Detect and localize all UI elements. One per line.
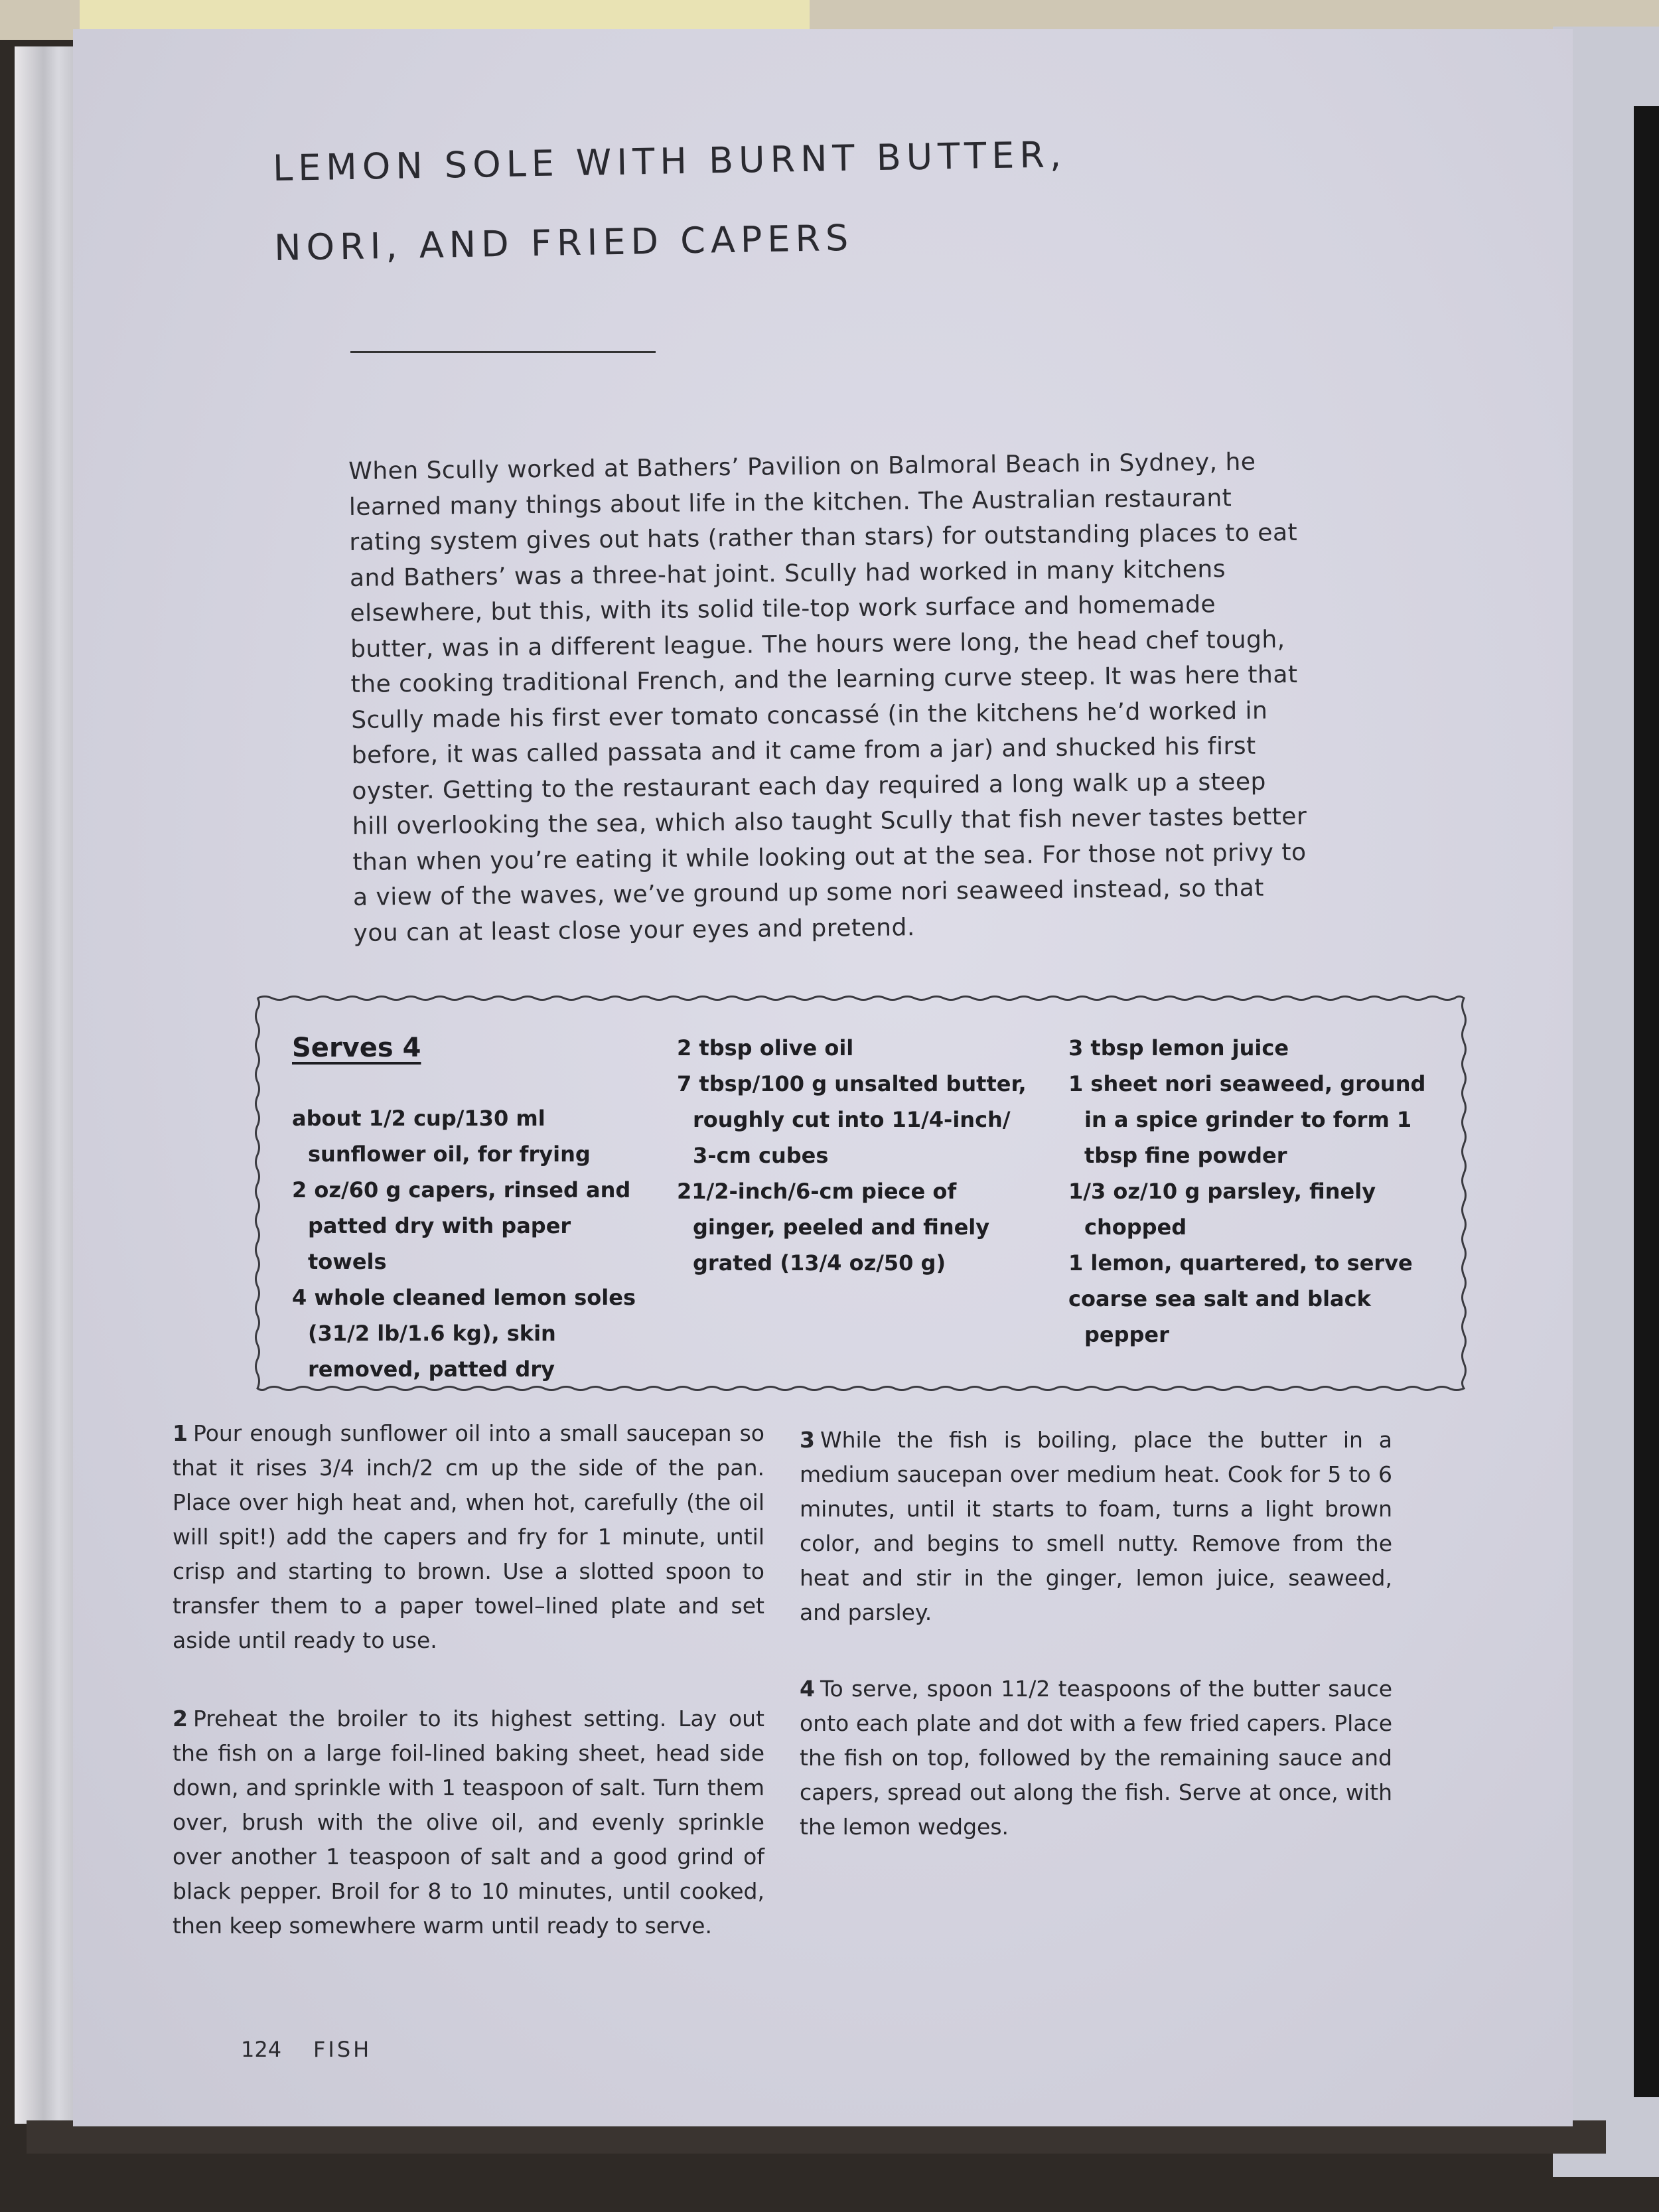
step-text: While the fish is boiling, place the butter in a medium saucepan over medium heat. Cook for 5 to 6 minutes, until it starts to foam, turns a light brown color, and begins to smell nutty. Remove from the heat and stir in the ginger, lemon juice, seaweed, and parsley. [800, 1427, 1392, 1625]
ingredient-item: about 1/2 cup/130 ml sunflower oil, for frying [292, 1106, 591, 1167]
ingredient-item: 21/2-inch/6-cm piece of ginger, peeled and finely grated (13/4 oz/50 g) [677, 1179, 990, 1276]
recipe-title [272, 109, 1403, 288]
step-number: 3 [800, 1427, 815, 1453]
title-divider [350, 351, 656, 353]
ingredient-item: 2 oz/60 g capers, rinsed and patted dry with paper towels [292, 1177, 631, 1274]
page-number: 124 [241, 2037, 282, 2062]
ingredient-item: 4 whole cleaned lemon soles (31/2 lb/1.6 kg), skin removed, patted dry [292, 1285, 636, 1382]
ingredient-item: 2 tbsp olive oil [677, 1035, 854, 1061]
ingredient-item: 3 tbsp lemon juice [1068, 1035, 1289, 1061]
ingredient-item: 1 sheet nori seaweed, ground in a spice grinder to form 1 tbsp fine powder [1068, 1071, 1426, 1168]
background-card [80, 0, 810, 32]
serves-heading: Serves 4 [292, 1033, 421, 1063]
step-number: 2 [173, 1706, 188, 1732]
method-step-1 [173, 1416, 764, 1658]
section-name: FISH [313, 2037, 372, 2062]
ingredients-box [252, 993, 1469, 1394]
book-page [73, 29, 1573, 2126]
recipe-title-line-1: LEMON SOLE WITH BURNT BUTTER, [272, 133, 1067, 189]
ingredient-item: coarse sea salt and black pepper [1068, 1286, 1371, 1347]
ingredients-column-1 [292, 1030, 637, 1387]
method-step-4 [800, 1672, 1392, 1844]
facing-page-shadow [1634, 106, 1659, 2097]
method-step-2 [173, 1702, 764, 1943]
ingredient-item: 1/3 oz/10 g parsley, finely chopped [1068, 1179, 1376, 1240]
ingredient-item: 7 tbsp/100 g unsalted butter, roughly cut into 11/4-inch/ 3-cm cubes [677, 1071, 1027, 1168]
method-step-3 [800, 1423, 1392, 1630]
recipe-intro: When Scully worked at Bathers’ Pavilion on Balmoral Beach in Sydney, he learned many things about life in the kitchen. The Australian restaurant rating system gives out hats (rather than stars) for outstanding places to eat and Bathers’ was a three-hat joint. Scully had worked in many kitchens elsewhere, but this, with its solid tile-top work surface and homemade butter, was in a different league. The hours were long, the head chef tough, the cooking traditional French, and the learning curve steep. It was here that Scully made his first ever tomato concassé (in the kitchens he’d worked in before, it was called passata and it came from a jar) and shucked his first oyster. Getting to the restaurant each day required a long walk up a steep hill overlooking the sea, which also taught Scully that fish never tastes better than when you’re eating it while looking out at the sea. For those not privy to a view of the waves, we’ve ground up some nori seaweed instead, so that you can at least close your eyes and pretend. [348, 448, 1307, 947]
ingredients-column-2 [677, 1030, 1035, 1281]
step-text: Preheat the broiler to its highest setting. Lay out the fish on a large foil-lined baking sheet, head side down, and sprinkle with 1 teaspoon of salt. Turn them over, brush with the olive oil, and evenly sprinkle over another 1 teaspoon of salt and a good grind of black pepper. Broil for 8 to 10 minutes, until cooked, then keep somewhere warm until ready to serve. [173, 1706, 764, 1939]
step-text: Pour enough sunflower oil into a small saucepan so that it rises 3/4 inch/2 cm up the side of the pan. Place over high heat and, when hot, carefully (the oil will spit!) add the capers and fry for 1 minute, until crisp and starting to brown. Use a slotted spoon to transfer them to a paper towel–lined plate and set aside until ready to use. [173, 1420, 764, 1653]
step-text: To serve, spoon 11/2 teaspoons of the butter sauce onto each plate and dot with a few fried capers. Place the fish on top, followed by the remaining sauce and capers, spread out along the fish. Serve at once, with the lemon wedges. [800, 1676, 1392, 1840]
ingredients-column-3 [1068, 1030, 1453, 1353]
step-number: 1 [173, 1420, 188, 1446]
recipe-title-line-2: NORI, AND FRIED CAPERS [273, 216, 854, 269]
step-number: 4 [800, 1676, 815, 1702]
ingredient-item: 1 lemon, quartered, to serve [1068, 1250, 1413, 1276]
